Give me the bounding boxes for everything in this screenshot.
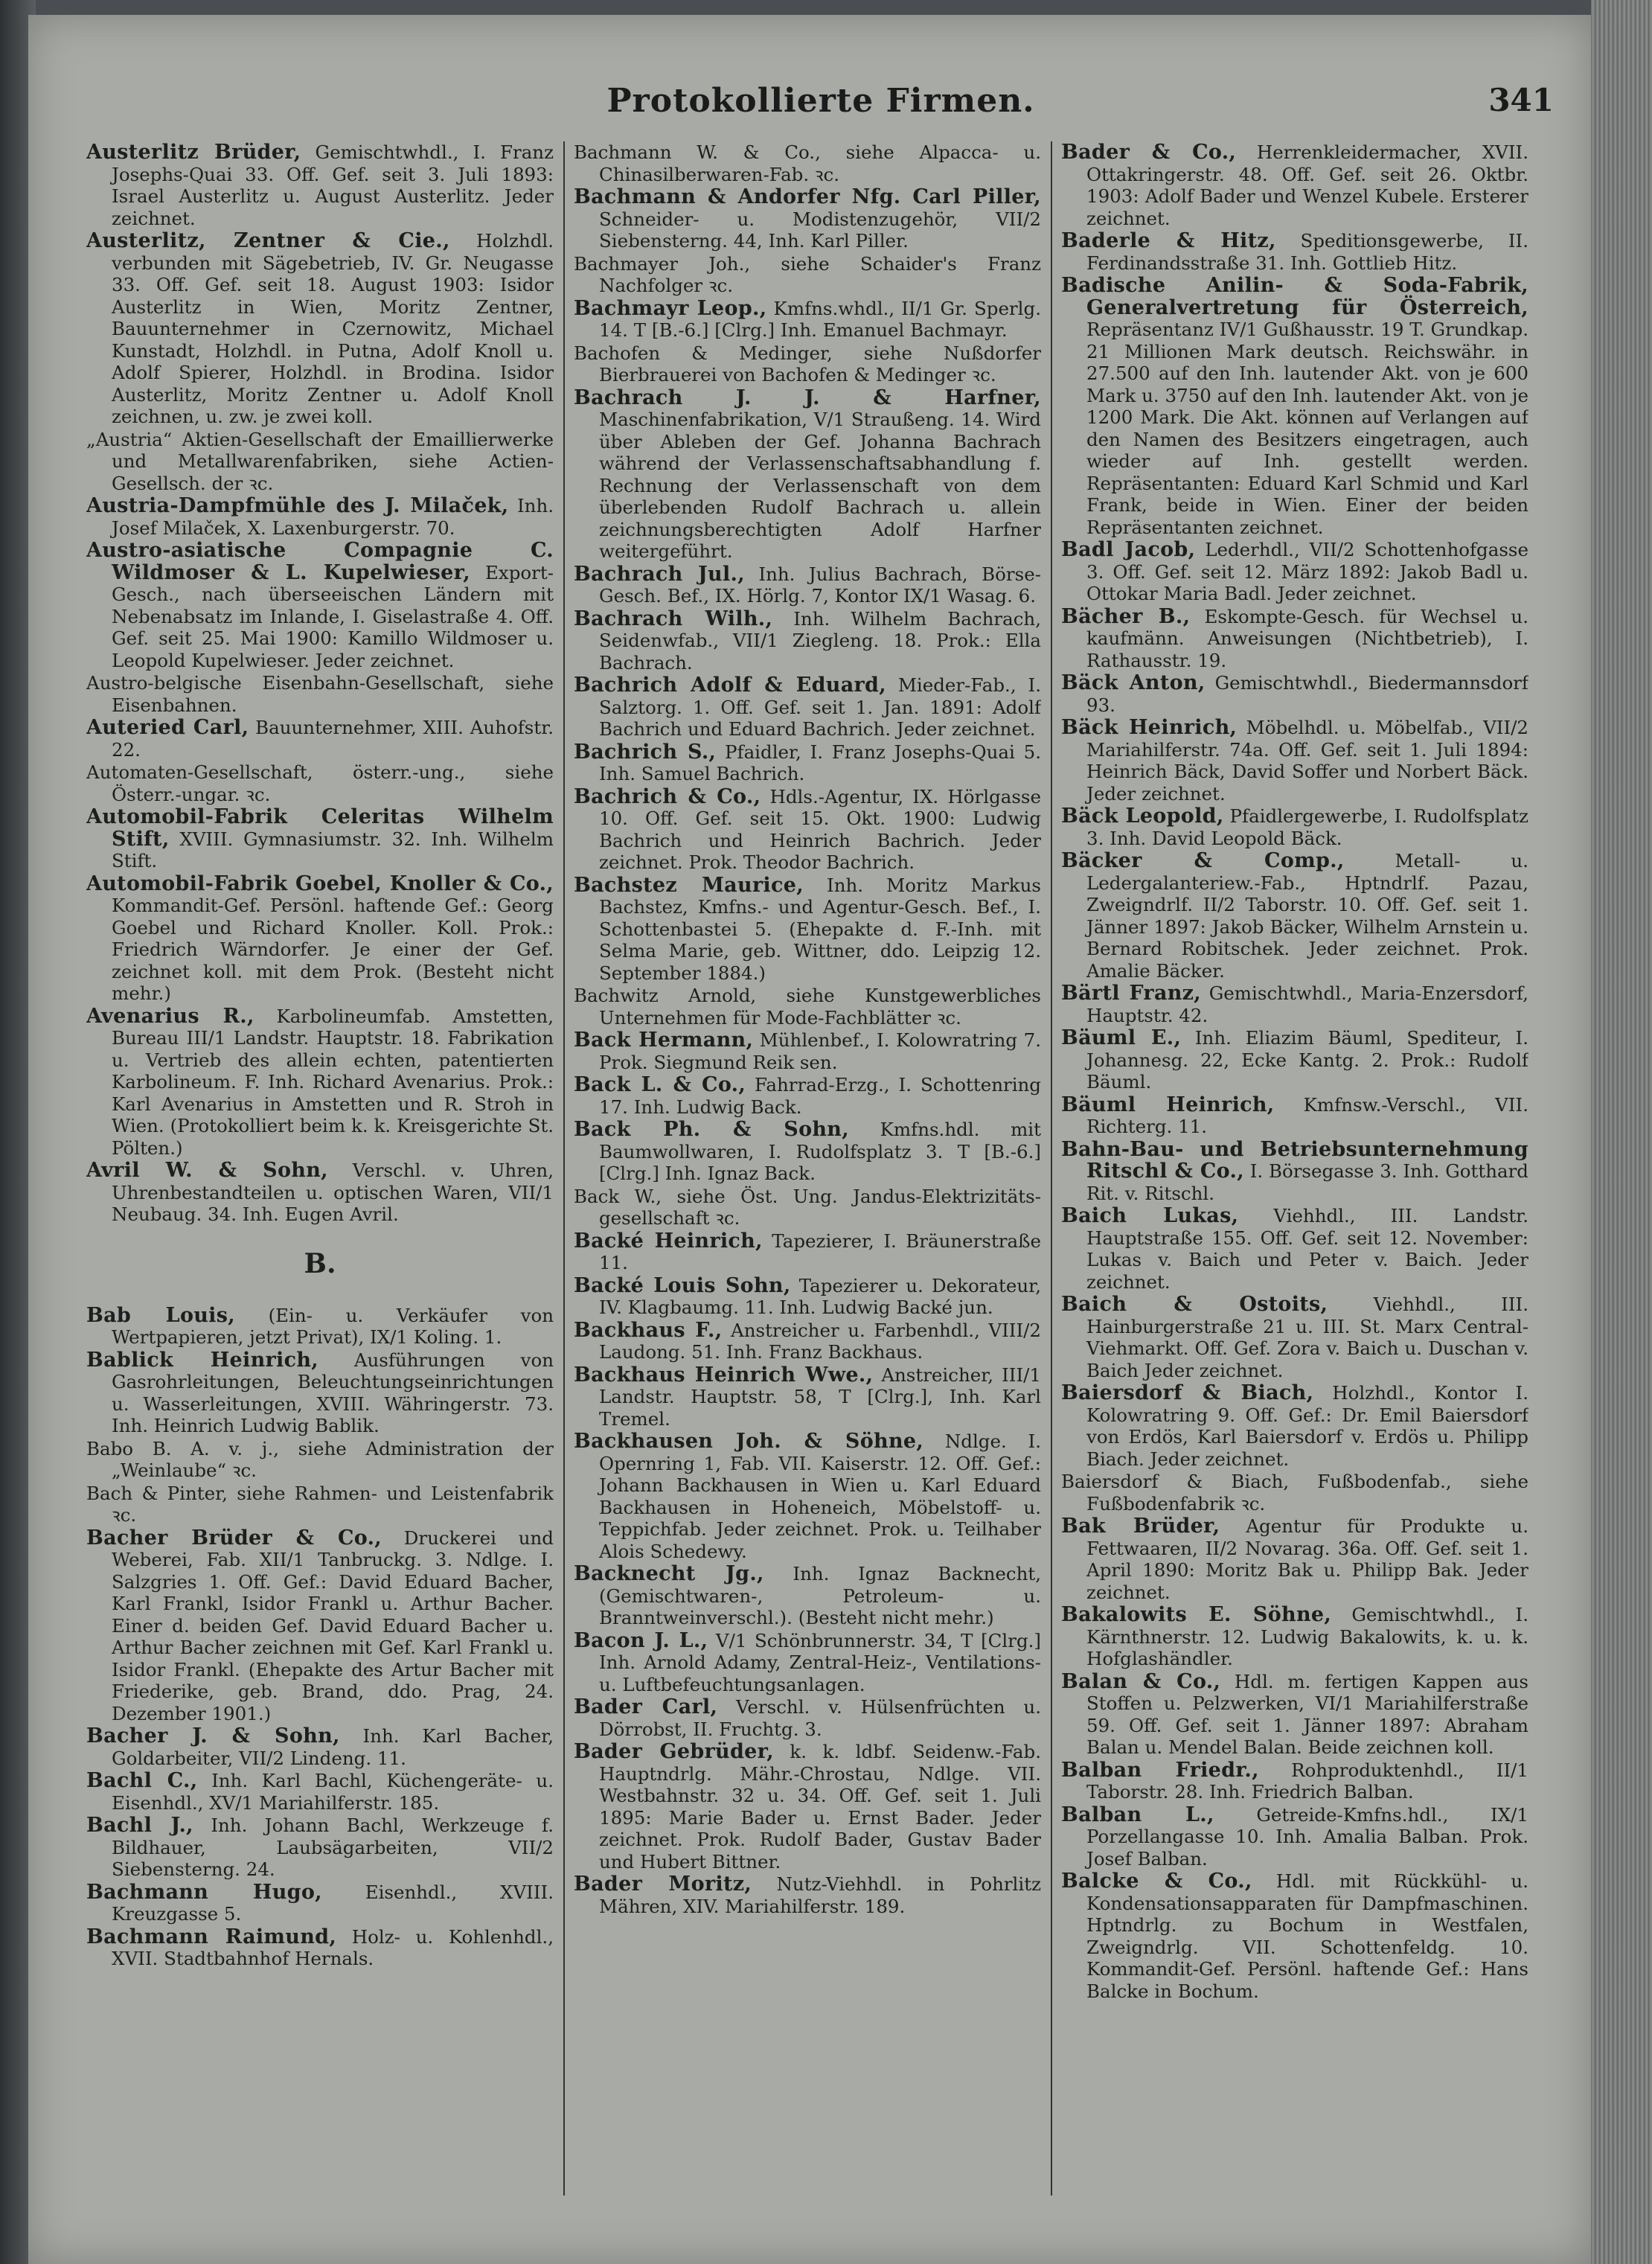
page-header [73,82,1569,127]
directory-entry [86,873,554,1005]
firm-details: Tapezierer, I. Bräunerstraße 11. [599,1229,1041,1273]
firm-details: Ndlge. I. Opernring 1, Fab. VII. Kaiserstr. 12. Off. Gef.: Johann Backhausen in Wien u. Karl Eduard Backhausen in Hoheneich, Möbelstoff- u. Teppichfab. Jeder zeichnet. Prok. u. Teilhaber Alois Schedewy. [599,1430,1041,1562]
firm-name: Backé Heinrich, [574,1229,763,1253]
firm-details: Kommandit-Gef. Persönl. haftende Gef.: Georg Goebel und Richard Knoller. Koll. Prok.: Friedrich Wärndorfer. Je einer der Gef. zeichnet koll. mit dem Prok. (Besteht nicht mehr.) [112,895,554,1004]
firm-details: Verschl. v. Uhren, Uhrenbestandteilen u. optischen Waren, VII/1 Neubaug. 34. Inh. Eugen Avril. [112,1160,554,1225]
directory-entry [574,1074,1041,1118]
directory-entry [86,1160,554,1226]
firm-details: Kmfns.whdl., II/1 Gr. Sperlg. 14. T [B.-6.] [Clrg.] Inh. Emanuel Bachmayr. [599,297,1041,341]
directory-entry [86,806,554,872]
firm-details: Karbolineumfab. Amstetten, Bureau III/1 Landstr. Hauptstr. 18. Fabrikation u. Vertrieb des allein echten, patentierten Karbolineum. F. Inh. Richard Avenarius. Prok.: Karl Avenarius in Amstetten und R. Stroh in Wien. (Protokolliert beim k. k. Kreisgerichte St. Pölten.) [112,1005,554,1159]
firm-name: Badl Jacob, [1061,538,1196,561]
firm-name: Bachrach Wilh., [574,607,773,630]
directory-entry [86,1005,554,1160]
firm-name: Balban L., [1061,1803,1214,1826]
directory-entry [574,1741,1041,1873]
firm-name: Backhaus Heinrich Wwe., [574,1363,874,1387]
directory-entry [86,1926,554,1970]
directory-entry [86,717,554,761]
firm-details: Holzhdl., Kontor I. Kolowratring 9. Off. Gef.: Dr. Emil Baiersdorf von Erdös, Karl Baiersdorf v. Erdös u. Philipp Biach. Jeder zeichnet. [1086,1382,1528,1470]
directory-entry [1061,850,1528,982]
directory-entry [1061,1294,1528,1381]
firm-name: Badische Anilin- & Soda-Fabrik, Generalvertretung für Österreich, [1061,274,1528,319]
firm-details: I. Börsegasse 3. Inh. Gotthard Rit. v. Ritschl. [1086,1160,1528,1204]
firm-name: Bachmann Raimund, [86,1925,337,1948]
firm-details: Speditionsgewerbe, II. Ferdinandsstraße 31. Inh. Gottlieb Hitz. [1086,230,1528,274]
directory-entry [86,1483,554,1526]
firm-details: „Austria“ Aktien-Gesellschaft der Emaillierwerke und Metallwarenfabriken, siehe Actien-Gesellsch. der ꝛc. [86,428,554,494]
directory-entry [1061,982,1528,1026]
directory-entry [574,1320,1041,1363]
firm-name: Bachmann & Andorfer Nfg. Carl Piller, [574,185,1041,208]
firm-details: Inh. Johann Bachl, Werkzeuge f. Bildhauer, Laubsägarbeiten, VII/2 Siebensterng. 24. [112,1814,554,1880]
directory-entry [86,540,554,671]
firm-details: Hdl. mit Rückkühl- u. Kondensationsapparaten für Dampfmaschinen. Hptndrlg. zu Bochum in Westfalen, Zweigndrlg. VII. Schottenfeldg. 10. Kommandit-Gef. Persönl. haftende Gef.: Hans Balcke in Bochum. [1086,1870,1528,2002]
firm-details: Gemischtwhdl., I. Franz Josephs-Quai 33. Off. Gef. seit 3. Juli 1893: Israel Austerlitz u. August Austerlitz. Jeder zeichnet. [112,141,554,229]
firm-details: Inh. Wilhelm Bachrach, Seidenwfab., VII/1 Ziegleng. 18. Prok.: Ella Bachrach. [599,607,1041,674]
firm-details: Eskompte-Gesch. für Wechsel u. kaufmänn. Anweisungen (Nichtbetrieb), I. Rathausstr. 19. [1086,605,1528,671]
firm-name: Bäuml Heinrich, [1061,1093,1275,1116]
firm-details: Kmfnsw.-Verschl., VII. Richterg. 11. [1086,1093,1528,1137]
directory-entry [574,674,1041,741]
firm-name: Back L. & Co., [574,1073,746,1096]
firm-details: Kmfns.hdl. mit Baumwollwaren, I. Rudolfsplatz 3. T [B.-6.] [Clrg.] Inh. Ignaz Back. [599,1119,1041,1184]
page-edges [1591,0,1652,2264]
firm-name: Austerlitz, Zentner & Cie., [86,229,450,252]
firm-details: Getreide-Kmfns.hdl., IX/1 Porzellangasse 10. Inh. Amalia Balban. Prok. Josef Balban. [1086,1803,1528,1870]
firm-name: Bachl J., [86,1814,193,1837]
firm-name: Bak Brüder, [1061,1515,1220,1538]
firm-name: Bachl C., [86,1769,198,1792]
directory-entry [86,1770,554,1814]
column-divider [563,141,565,2196]
page-number: 341 [1488,82,1554,118]
directory-entry [574,1563,1041,1629]
directory-entry [86,1881,554,1925]
directory-entry [574,1230,1041,1274]
firm-details: Ausführungen von Gasrohrleitungen, Beleuchtungseinrichtungen u. Wasserleitungen, XVIII. Währingerstr. 73. Inh. Heinrich Ludwig Bablik. [112,1349,554,1436]
directory-entry [1061,606,1528,672]
directory-entry [574,298,1041,342]
directory-entry [1061,1671,1528,1759]
directory-entry [86,1305,554,1349]
directory-entry [86,1725,554,1769]
firm-name: Bachstez Maurice, [574,873,804,897]
directory-entry [574,1186,1041,1229]
directory-entry [1061,1139,1528,1205]
firm-name: Austro-asiatische Compagnie C. Wildmoser & L. Kupelwieser, [86,539,554,584]
firm-details: Fahrrad-Erzg., I. Schottenring 17. Inh. Ludwig Back. [599,1074,1041,1118]
firm-name: Bärtl Franz, [1061,982,1201,1005]
firm-name: Backhaus F., [574,1318,723,1342]
firm-details: Möbelhdl. u. Möbelfab., VII/2 Mariahilferstr. 74a. Off. Gef. seit 1. Juli 1894: Heinrich Bäck, David Soffer und Norbert Bäck. Jeder zeichnet. [1086,717,1528,805]
firm-name: Bachrach Jul., [574,562,745,586]
directory-entry [574,1873,1041,1917]
firm-details: Eisenhdl., XVIII. Kreuzgasse 5. [112,1881,554,1925]
column-divider [1051,141,1052,2196]
firm-details: Bachmayer Joh., siehe Schaider's Franz Nachfolger ꝛc. [574,252,1041,296]
directory-entry [86,495,554,539]
firm-name: Bahn-Bau- und Betriebsunternehmung Ritschl & Co., [1061,1137,1528,1183]
firm-details: Inh. Ignaz Backnecht, (Gemischtwaren-, Petroleum- u. Branntweinverschl.). (Besteht nicht mehr.) [599,1563,1041,1628]
directory-entry [86,1814,554,1881]
directory-entry [574,1275,1041,1319]
firm-name: Automobil-Fabrik Celeritas Wilhelm Stift, [86,805,554,851]
firm-name: Balban Friedr., [1061,1758,1259,1782]
firm-details: Rohproduktenhdl., II/1 Taborstr. 28. Inh. Friedrich Balban. [1086,1759,1528,1803]
firm-details: Inh. Eliazim Bäuml, Spediteur, I. Johannesg. 22, Ecke Kantg. 2. Prok.: Rudolf Bäuml. [1086,1027,1528,1093]
directory-entry [1061,1471,1528,1515]
firm-name: Baiersdorf & Biach, [1061,1381,1314,1404]
firm-name: Bäck Heinrich, [1061,716,1238,739]
firm-details: Inh. Moritz Markus Bachstez, Kmfns.- und Agentur-Gesch. Bef., I. Schottenbastei 5. (Ehepakte d. F.-Inh. mit Selma Marie, geb. Wittner, ddo. Leipzig 12. September 1884.) [599,874,1041,984]
directory-entry [1061,1205,1528,1293]
directory-entry [1061,717,1528,805]
firm-details: Gemischtwhdl., Maria-Enzersdorf, Hauptstr. 42. [1086,982,1528,1026]
directory-entry [86,230,554,428]
firm-details: Gemischtwhdl., Biedermannsdorf 93. [1086,672,1528,716]
firm-name: Baich Lukas, [1061,1204,1239,1227]
firm-details: Bachwitz Arnold, siehe Kunstgewerbliches Unternehmen für Mode-Fachblätter ꝛc. [574,985,1041,1029]
directory-entry [86,1349,554,1437]
firm-name: Balcke & Co., [1061,1870,1252,1893]
directory-entry [86,141,554,229]
firm-name: Bäuml E., [1061,1026,1182,1049]
firm-details: Metall- u. Ledergalanteriew.-Fab., Hptndrlf. Pazau, Zweigndrlf. II/2 Taborstr. 10. Off. Gef. seit 1. Jänner 1897: Jakob Bäcker, Wilhelm Arnstein u. Bernard Robitschek. Jeder zeichnet. Prok. Amalie Bäcker. [1086,850,1528,982]
firm-details: Mieder-Fab., I. Salztorg. 1. Off. Gef. seit 1. Jan. 1891: Adolf Bachrich und Eduard Bachrich. Jeder zeichnet. [599,674,1041,740]
directory-entry [1061,1094,1528,1138]
firm-name: Bachrich Adolf & Eduard, [574,674,886,697]
firm-details: Inh. Josef Milaček, X. Laxenburgerstr. 70. [112,495,554,539]
firm-details: Maschinenfabrikation, V/1 Straußeng. 14. Wird über Ableben der Gef. Johanna Bachrach während der Verlassenschaftsabhandlung f. Rechnung der Verlassenschaft von dem überlebenden Rudolf Bachrach u. allein zeichnungsberechtigten Adolf Harfner weitergeführt. [599,409,1041,562]
section-letter-heading: B. [304,1247,336,1279]
firm-details: V/1 Schönbrunnerstr. 34, T [Clrg.] Inh. Arnold Adamy, Zentral-Heiz-, Ventilations- u. Luftbefeuchtungsanlagen. [599,1629,1041,1695]
column-left [86,141,554,2196]
firm-name: Bacher J. & Sohn, [86,1724,340,1747]
firm-details: Druckerei und Weberei, Fab. XII/1 Tanbruckg. 3. Ndlge. I. Salzgries 1. Off. Gef.: David Eduard Bacher, Karl Frankl, Isidor Frankl u. Arthur Bacher. Einer d. beiden Gef. David Eduard Bacher u. Arthur Bacher zeichnen mit Gef. Karl Frankl u. Isidor Frankl. (Ehepakte des Artur Bacher mit Friederike, geb. Brand, ddo. Prag, 24. Dezember 1901.) [112,1526,554,1724]
firm-details: Austro-belgische Eisenbahn-Gesellschaft, siehe Eisenbahnen. [86,672,554,716]
directory-entry [574,563,1041,607]
firm-name: Bablick Heinrich, [86,1348,318,1372]
firm-name: Bächer B., [1061,604,1191,628]
directory-entry [86,672,554,716]
firm-name: Baich & Ostoits, [1061,1293,1328,1316]
directory-entry [574,741,1041,785]
directory-entry [86,1438,554,1482]
directory-entry [1061,275,1528,538]
firm-name: Bäck Anton, [1061,671,1206,694]
firm-details: Verschl. v. Hülsenfrüchten u. Dörrobst, II. Fruchtg. 3. [599,1696,1041,1740]
firm-name: Bader Moritz, [574,1873,752,1896]
firm-name: Bachrich S., [574,740,717,764]
firm-details: Export-Gesch., nach überseeischen Ländern mit Nebenabsatz im Inlande, I. Giselastraße 4. Off. Gef. seit 25. Mai 1900: Kamillo Wildmoser u. Leopold Kupelwieser. Jeder zeichnet. [112,561,554,671]
directory-entry [86,761,554,805]
firm-details: Holz- u. Kohlenhdl., XVII. Stadtbahnhof Hernals. [112,1925,554,1969]
firm-name: Bäcker & Comp., [1061,849,1345,872]
firm-name: Austria-Dampfmühle des J. Milaček, [86,494,509,517]
firm-details: Agentur für Produkte u. Fettwaaren, II/2 Novarag. 36a. Off. Gef. seit 1. April 1890: Moritz Bak u. Philipp Bak. Jeder zeichnet. [1086,1515,1528,1603]
directory-entry [86,429,554,495]
firm-details: Hdl. m. fertigen Kappen aus Stoffen u. Pelzwerken, VI/1 Mariahilferstraße 59. Off. Gef. seit 1. Jänner 1897: Abraham Balan u. Mendel Balan. Beide zeichnen koll. [1086,1670,1528,1758]
directory-entry [1061,672,1528,716]
directory-entry [1061,1604,1528,1670]
firm-details: Bauunternehmer, XIII. Auhofstr. 22. [112,717,554,761]
directory-entry [574,874,1041,985]
firm-details: Inh. Karl Bacher, Goldarbeiter, VII/2 Lindeng. 11. [112,1725,554,1769]
directory-entry [1061,1382,1528,1470]
firm-name: Bachrach J. J. & Harfner, [574,386,1041,409]
firm-name: Auteried Carl, [86,716,249,739]
firm-name: Bacher Brüder & Co., [86,1526,382,1550]
book-page [28,15,1591,2264]
directory-entry [1061,539,1528,605]
firm-details: Mühlenbef., I. Kolowratring 7. Prok. Siegmund Reik sen. [599,1029,1041,1073]
firm-details: Herrenkleidermacher, XVII. Ottakringerstr. 48. Off. Gef. seit 26. Oktbr. 1903: Adolf Bader und Wenzel Kubele. Ersterer zeichnet. [1086,141,1528,229]
firm-details: Inh. Julius Bachrach, Börse-Gesch. Bef., IX. Hörlg. 7, Kontor IX/1 Wasag. 6. [599,563,1041,607]
firm-details: Back W., siehe Öst. Ung. Jandus-Elektrizitäts-gesellschaft ꝛc. [574,1185,1041,1229]
directory-entry [574,253,1041,297]
directory-entry [1061,1759,1528,1803]
firm-details: Baiersdorf & Biach, Fußbodenfab., siehe Fußbodenfabrik ꝛc. [1061,1471,1528,1515]
firm-name: Baderle & Hitz, [1061,229,1276,252]
directory-entry [574,387,1041,563]
directory-entry [1061,1870,1528,2002]
firm-name: Backé Louis Sohn, [574,1273,791,1297]
directory-entry [574,1630,1041,1696]
firm-name: Back Hermann, [574,1029,754,1052]
firm-name: Back Ph. & Sohn, [574,1118,849,1141]
firm-details: Bach & Pinter, siehe Rahmen- und Leistenfabrik ꝛc. [86,1482,554,1526]
directory-entry [86,1527,554,1725]
firm-details: Nutz-Viehhdl. in Pohrlitz Mähren, XIV. Mariahilferstr. 189. [599,1873,1041,1917]
firm-details: Viehhdl., III. Hainburgerstraße 21 u. III. St. Marx Central-Viehmarkt. Off. Gef. Zora v. Baich u. Duschan v. Baich Jeder zeichnet. [1086,1294,1528,1381]
directory-entry [1061,141,1528,229]
firm-name: Bader & Co., [1061,141,1237,164]
firm-name: Bab Louis, [86,1303,235,1327]
firm-details: k. k. ldbf. Seidenw.-Fab. Hauptndrlg. Mähr.-Chrostau, Ndlge. VII. Westbahnstr. 32 u. 34. Off. Gef. seit 1. Juli 1895: Marie Bader u. Ernst Bader. Jeder zeichnet. Prok. Rudolf Bader, Gustav Bader und Hubert Bittner. [599,1741,1041,1873]
directory-entry [574,1029,1041,1073]
firm-name: Backnecht Jg., [574,1562,764,1585]
firm-name: Balan & Co., [1061,1669,1221,1693]
firm-name: Automobil-Fabrik Goebel, Knoller & Co., [86,872,554,895]
firm-details: Babo B. A. v. j., siehe Administration der „Weinlaube“ ꝛc. [86,1437,554,1481]
firm-name: Bachrich & Co., [574,784,761,808]
firm-details: Inh. Karl Bachl, Küchengeräte- u. Eisenhdl., XV/1 Mariahilferstr. 185. [112,1770,554,1814]
firm-details: Tapezierer u. Dekorateur, IV. Klagbaumg. 11. Inh. Ludwig Backé jun. [599,1274,1041,1318]
directory-entry [574,1364,1041,1430]
firm-details: Gemischtwhdl., I. Kärnthnerstr. 12. Ludwig Bakalowits, k. u. k. Hofglashändler. [1086,1604,1528,1669]
firm-name: Austerlitz Brüder, [86,141,301,164]
firm-details: Repräsentanz IV/1 Gußhausstr. 19 T. Grundkap. 21 Millionen Mark deutsch. Reichswähr. in 27.500 auf den Inh. lautender Akt. von je 600 Mark u. 3750 auf den Inh. lautender Akt. von je 1200 Mark. Die Akt. können auf Verlangen auf den Namen des Besitzers eingetragen, auch wieder auf Inh. gestellt werden. Repräsentanten: Eduard Karl Schmid und Karl Frank, beide in Wien. Einer der beiden Repräsentanten zeichnet. [1086,319,1528,538]
firm-details: Pfaidlergewerbe, I. Rudolfsplatz 3. Inh. David Leopold Bäck. [1086,805,1528,849]
directory-entry [574,985,1041,1029]
firm-details: Pfaidler, I. Franz Josephs-Quai 5. Inh. Samuel Bachrich. [599,741,1041,784]
firm-details: Automaten-Gesellschaft, österr.-ung., siehe Österr.-ungar. ꝛc. [86,761,554,805]
directory-entry [574,342,1041,386]
directory-columns [86,141,1545,2196]
directory-entry [574,786,1041,874]
directory-entry [574,186,1041,252]
firm-details: Bachmann W. & Co., siehe Alpacca- u. Chinasilberwaren-Fab. ꝛc. [574,141,1041,185]
firm-name: Bachmann Hugo, [86,1880,322,1904]
directory-entry [574,141,1041,185]
directory-entry [574,1119,1041,1185]
directory-entry [1061,1027,1528,1093]
directory-entry [1061,1515,1528,1603]
directory-entry [574,1430,1041,1562]
firm-name: Avenarius R., [86,1004,254,1028]
firm-name: Avril W. & Sohn, [86,1159,328,1182]
firm-details: Anstreicher, III/1 Landstr. Hauptstr. 58, T [Clrg.], Inh. Karl Tremel. [599,1363,1041,1430]
firm-name: Backhausen Joh. & Söhne, [574,1430,924,1453]
firm-name: Bäck Leopold, [1061,805,1224,828]
firm-name: Bakalowits E. Söhne, [1061,1603,1332,1626]
firm-details: Bachofen & Medinger, siehe Nußdorfer Bierbrauerei von Bachofen & Medinger ꝛc. [574,342,1041,386]
firm-details: (Ein- u. Verkäufer von Wertpapieren, jetzt Privat), IX/1 Koling. 1. [112,1304,554,1348]
firm-name: Bachmayr Leop., [574,296,767,320]
directory-entry [574,1696,1041,1740]
firm-details: XVIII. Gymnasiumstr. 32. Inh. Wilhelm Stift. [112,828,554,872]
directory-entry [1061,230,1528,274]
running-title: Protokollierte Firmen. [606,82,1035,120]
directory-entry [1061,1804,1528,1870]
firm-name: Bader Gebrüder, [574,1740,774,1763]
firm-name: Bacon J. L., [574,1628,708,1652]
firm-details: Lederhdl., VII/2 Schottenhofgasse 3. Off. Gef. seit 12. März 1892: Jakob Badl u. Ottokar Maria Badl. Jeder zeichnet. [1086,539,1528,604]
column-middle [574,141,1041,2196]
firm-name: Bader Carl, [574,1695,718,1718]
firm-details: Anstreicher u. Farbenhdl., VIII/2 Laudong. 51. Inh. Franz Backhaus. [599,1319,1041,1363]
directory-entry [1061,805,1528,849]
directory-entry [574,608,1041,674]
firm-details: Holzhdl. verbunden mit Sägebetrieb, IV. Gr. Neugasse 33. Off. Gef. seit 18. August 1903: Isidor Austerlitz in Wien, Moritz Zentner, Bauunternehmer in Czernowitz, Michael Kunstadt, Holzhdl. in Putna, Adolf Knoll u. Adolf Spierer, Holzhdl. in Brodina. Isidor Austerlitz, Moritz Zentner u. Adolf Knoll zeichnen, u. zw. je zwei koll. [112,230,554,427]
firm-details: Schneider- u. Modistenzugehör, VII/2 Siebensterng. 44, Inh. Karl Piller. [599,208,1041,252]
firm-details: Hdls.-Agentur, IX. Hörlgasse 10. Off. Gef. seit 15. Okt. 1900: Ludwig Bachrich und Heinrich Bachrich. Jeder zeichnet. Prok. Theodor Bachrich. [599,785,1041,873]
column-right [1061,141,1528,2196]
firm-details: Viehhdl., III. Landstr. Hauptstraße 155. Off. Gef. seit 12. November: Lukas v. Baich und Peter v. Baich. Jeder zeichnet. [1086,1205,1528,1293]
